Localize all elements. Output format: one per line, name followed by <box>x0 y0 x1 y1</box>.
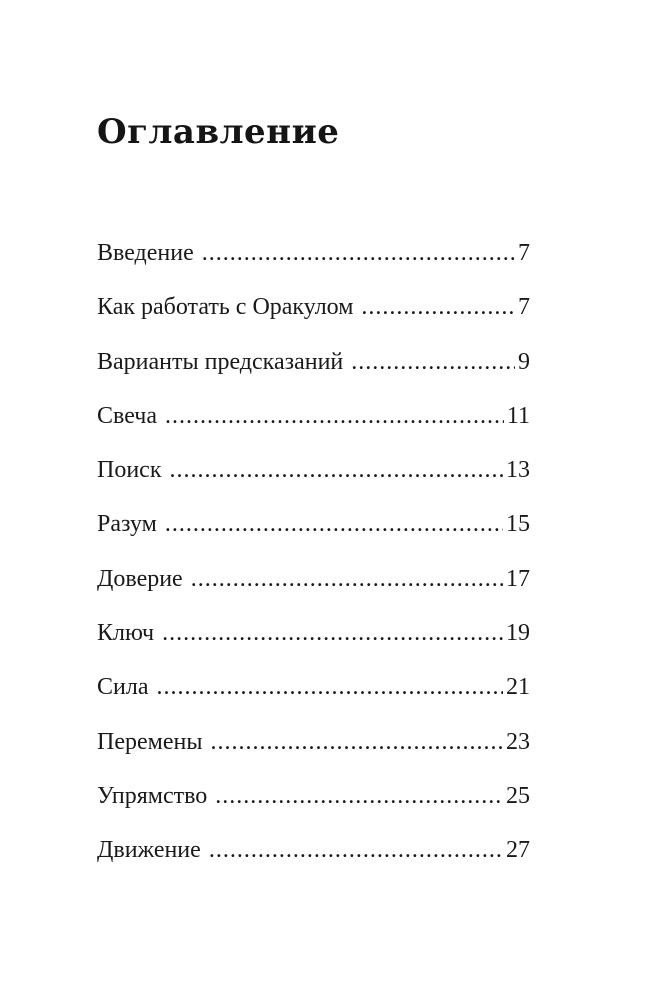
toc-entry <box>97 403 530 457</box>
toc-entry <box>97 837 530 891</box>
toc-entry-label: Как работать с Оракулом <box>97 294 354 321</box>
toc-entry-label: Перемены <box>97 728 203 755</box>
toc-entry-label: Свеча <box>97 402 157 429</box>
toc-entry <box>97 566 530 620</box>
dot-leader <box>361 294 515 321</box>
dot-leader <box>170 457 504 484</box>
dot-leader <box>165 511 503 538</box>
toc-entry <box>97 511 530 565</box>
toc-entry-page: 23 <box>506 728 530 755</box>
toc-entry-label: Поиск <box>97 457 162 484</box>
toc-entry-page: 21 <box>506 674 530 701</box>
toc-entry <box>97 349 530 403</box>
toc-entry-page: 7 <box>518 294 530 321</box>
toc-entry-page: 7 <box>518 240 530 266</box>
toc-entry <box>97 729 530 783</box>
toc-entry-page: 13 <box>506 457 530 484</box>
toc-entry-page: 19 <box>506 620 530 647</box>
dot-leader <box>351 349 515 376</box>
page-title: Оглавление <box>97 112 340 152</box>
table-of-contents <box>97 240 530 892</box>
toc-entry-label: Движение <box>97 837 201 864</box>
toc-entry-page: 15 <box>506 511 530 538</box>
toc-entry <box>97 620 530 674</box>
toc-entry-page: 11 <box>506 402 530 429</box>
toc-entry <box>97 294 530 348</box>
toc-entry-label: Варианты предсказаний <box>97 348 344 375</box>
toc-entry-label: Разум <box>97 511 157 538</box>
dot-leader <box>162 620 503 647</box>
toc-entry-page: 17 <box>506 565 530 592</box>
toc-entry-page: 25 <box>506 782 530 809</box>
toc-entry-page: 27 <box>506 837 530 864</box>
dot-leader <box>202 240 515 267</box>
toc-entry <box>97 457 530 511</box>
toc-entry-label: Введение <box>97 240 194 266</box>
toc-entry-label: Ключ <box>97 620 155 647</box>
toc-entry <box>97 783 530 837</box>
dot-leader <box>210 729 503 756</box>
dot-leader <box>191 566 503 593</box>
toc-entry <box>97 674 530 728</box>
toc-entry <box>97 240 530 294</box>
toc-entry-label: Упрямство <box>97 782 208 809</box>
dot-leader <box>215 783 503 810</box>
toc-entry-label: Сила <box>97 674 149 701</box>
toc-entry-label: Доверие <box>97 565 183 592</box>
dot-leader <box>209 837 503 864</box>
dot-leader <box>156 674 503 701</box>
dot-leader <box>165 403 504 430</box>
toc-entry-page: 9 <box>518 348 530 375</box>
